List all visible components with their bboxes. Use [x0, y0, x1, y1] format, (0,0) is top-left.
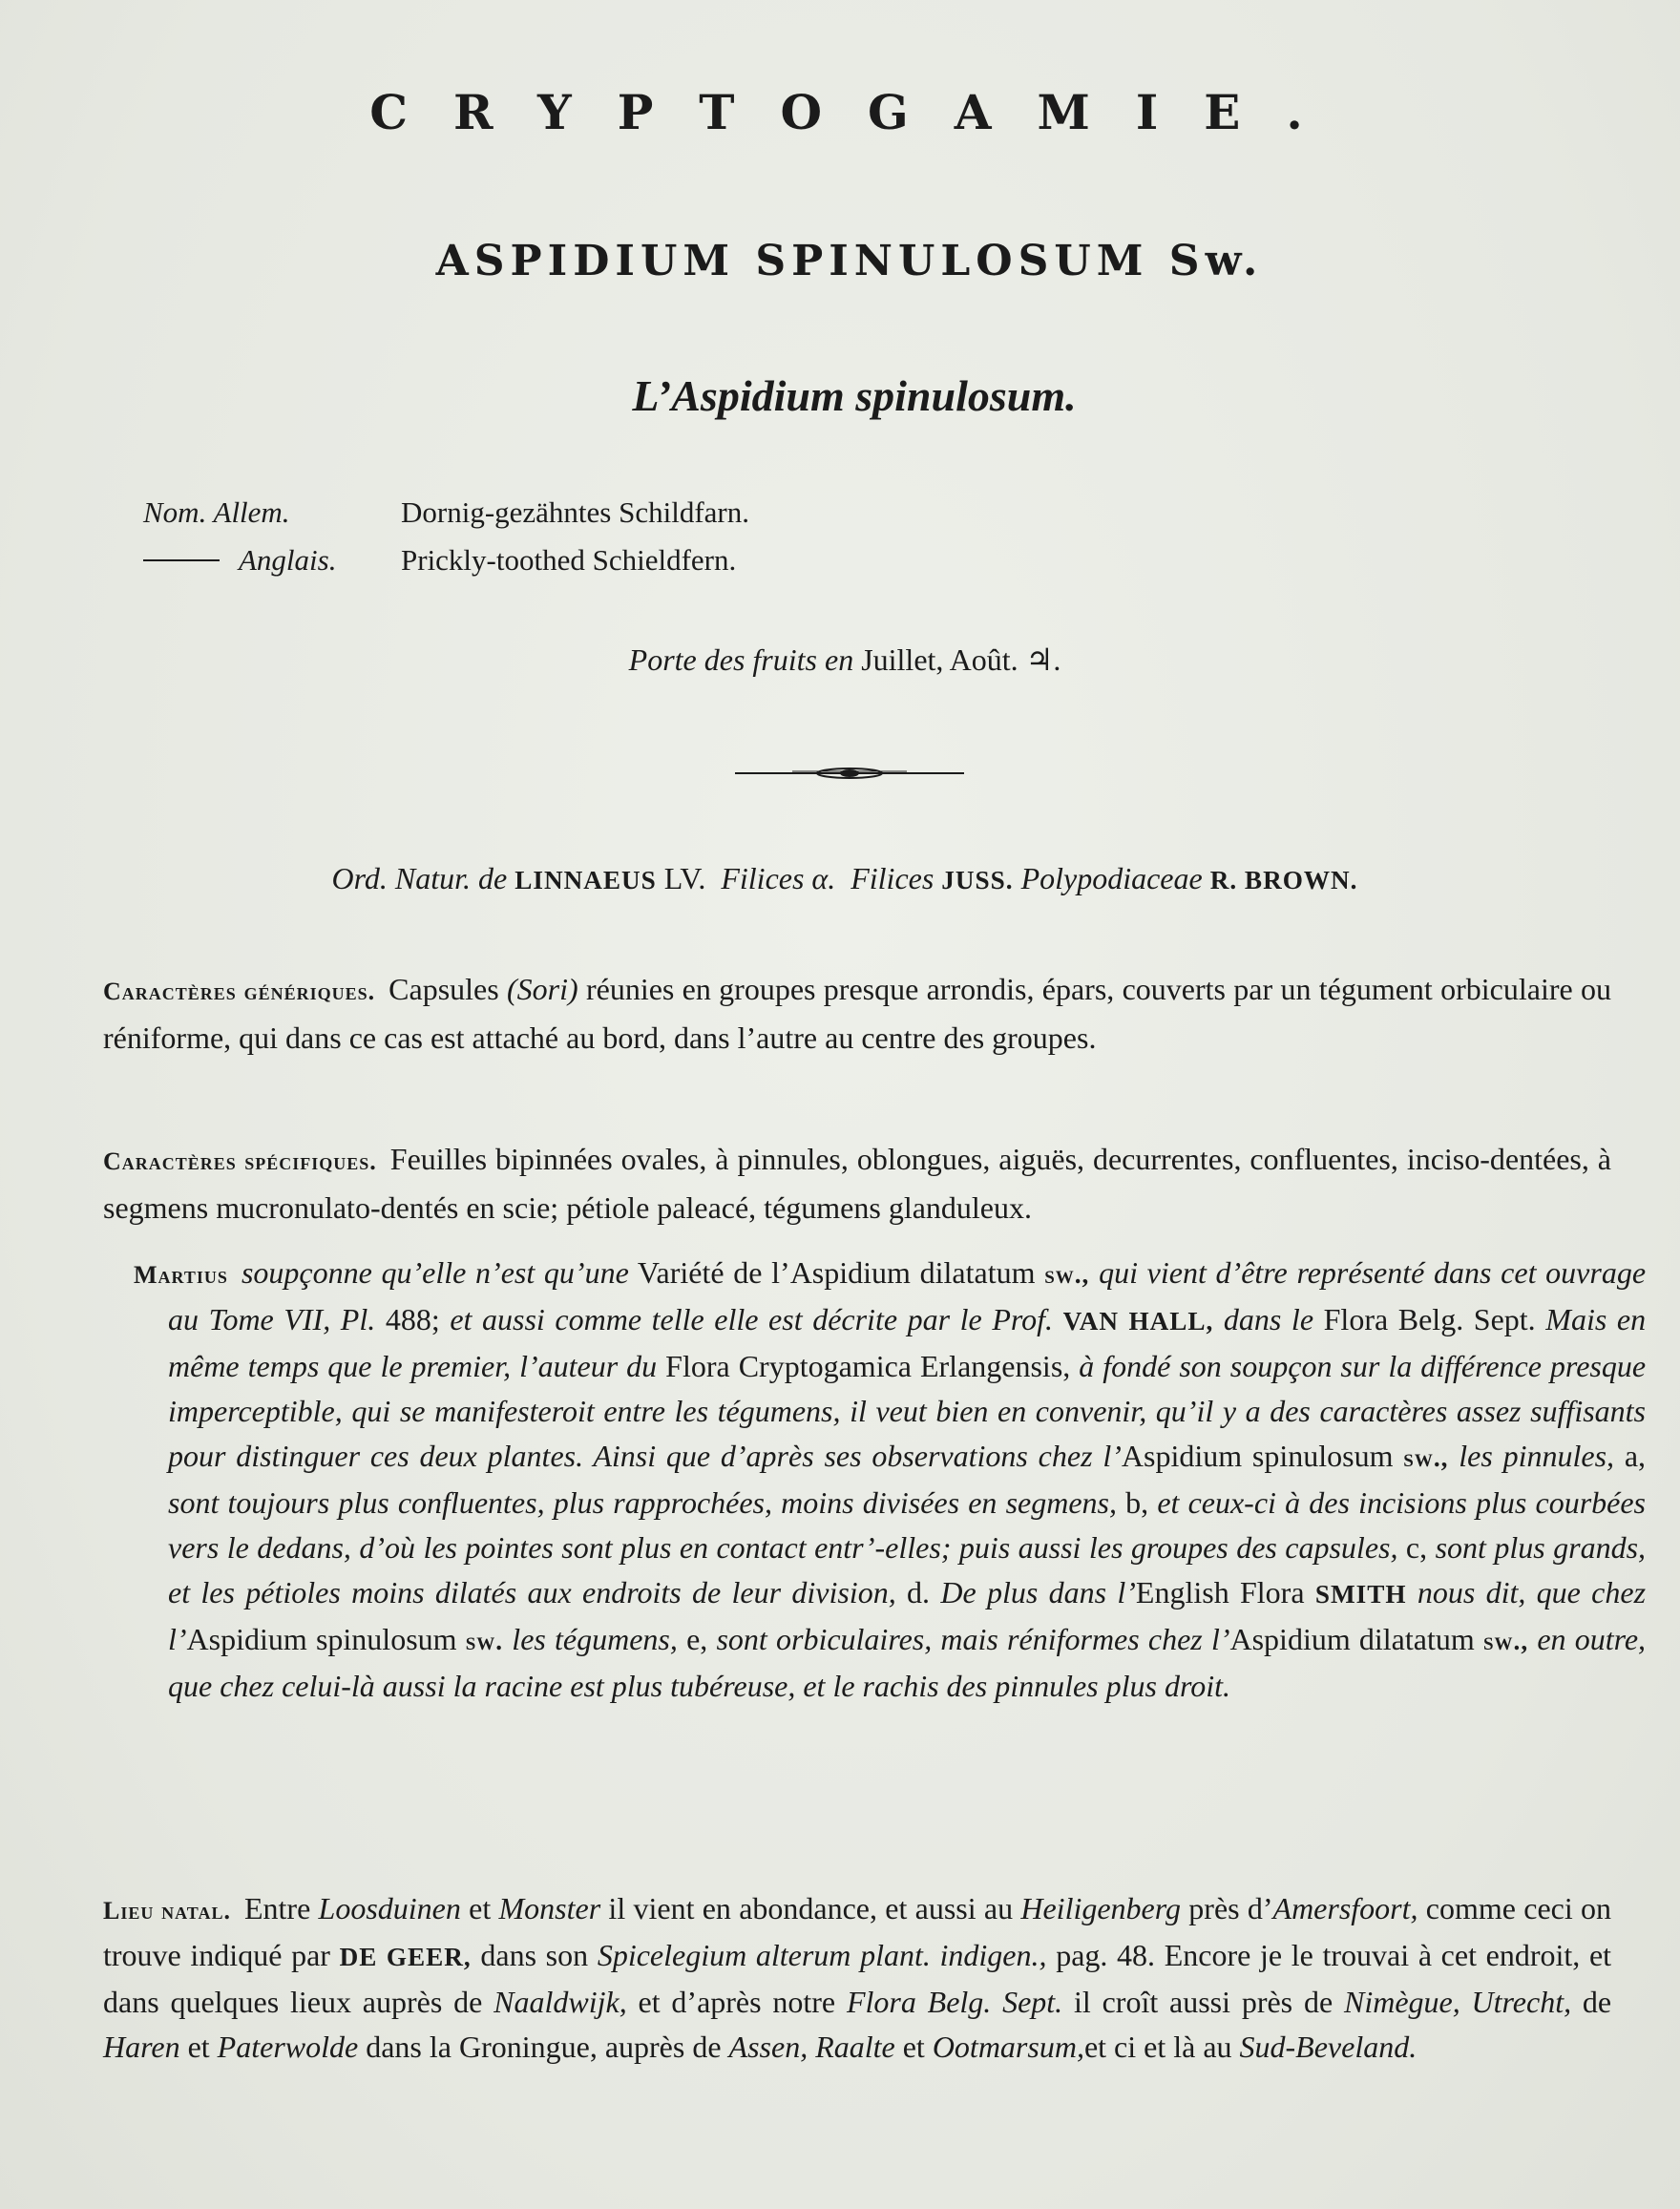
body-text: Aspidium dilatatum — [1229, 1622, 1475, 1656]
body-text: il vient en abondance, et aussi au — [608, 1891, 1014, 1925]
figure-letter: a, — [1624, 1439, 1647, 1473]
author-abbrev: sw., — [1403, 1443, 1449, 1472]
book-title: Flora Belg. Sept. — [846, 1985, 1063, 2019]
body-text: pag. 48. Encore je le trouvai à cet endroit, et dans quelques lieux auprès de — [103, 1938, 1612, 2019]
ditto-dash — [143, 559, 220, 561]
body-text: nous dit, que chez l’ — [168, 1575, 1647, 1656]
section-heading: Caractères génériques. — [103, 978, 376, 1005]
common-name-title: L’Aspidium spinulosum. — [632, 371, 1077, 420]
body-text: Aspidium spinulosum — [1121, 1439, 1394, 1473]
name-label-wrap — [143, 536, 401, 584]
body-text: l’Aspidium dilatatum — [771, 1255, 1036, 1290]
body-text: Flora Cryptogamica Erlangensis, — [665, 1349, 1071, 1383]
martius-paragraph — [134, 1251, 1646, 1709]
specific-characters-paragraph — [103, 1136, 1611, 1231]
body-text: dans son — [480, 1938, 589, 1972]
class-text: LV. — [663, 861, 706, 895]
author-abbrev: sw., — [1482, 1627, 1529, 1655]
place-name: Ootmarsum, — [932, 2030, 1084, 2064]
native-locality-paragraph — [103, 1886, 1611, 2070]
body-text: et ceux-ci à des incisions plus courbées vers le dedans, d’où les pointes sont plus en contact entr’-elles; puis aussi les groupes des capsules, — [168, 1485, 1647, 1565]
section-heading: Caractères spécifiques. — [103, 1147, 377, 1175]
place-name: Sud-Beveland. — [1239, 2030, 1418, 2064]
place-name: Naaldwijk, — [494, 1985, 627, 2019]
class-author: LINNAEUS — [514, 866, 657, 894]
author-abbrev: sw. — [465, 1627, 504, 1655]
page-heading: CRYPTOGAMIE. — [369, 84, 1349, 140]
name-row-german — [143, 489, 749, 536]
body-text: et — [469, 1891, 492, 1925]
figure-letter: b, — [1125, 1485, 1149, 1520]
name-row-english — [143, 536, 749, 584]
class-text: Polypodiaceae — [1020, 861, 1203, 895]
class-text: Filices — [850, 861, 934, 895]
name-label: Anglais. — [239, 543, 337, 577]
body-text: et — [187, 2030, 210, 2064]
body-text: Flora Belg. Sept. — [1323, 1302, 1536, 1336]
class-author: R. BROWN. — [1209, 866, 1358, 894]
body-text: Capsules — [388, 972, 499, 1006]
body-text: sont plus grands, et les pétioles moins dilatés aux endroits de leur division, — [168, 1530, 1647, 1609]
perennial-symbol: ♃. — [1025, 642, 1061, 677]
place-name: Paterwolde — [217, 2030, 359, 2064]
place-name: Loosduinen — [318, 1891, 461, 1925]
vernacular-names — [143, 489, 749, 584]
body-text: Mais en même temps que le premier, l’auteur du — [168, 1302, 1647, 1383]
fruit-italic: Porte des fruits en — [628, 642, 854, 677]
author-name: VAN HALL, — [1062, 1307, 1214, 1336]
author-abbrev: sw., — [1044, 1260, 1090, 1289]
name-value: Dornig-gezähntes Schildfarn. — [401, 495, 749, 529]
body-text: qui vient d’être représenté dans cet ouvrage au Tome VII, Pl. — [168, 1255, 1647, 1336]
body-text: 488; — [385, 1302, 440, 1336]
place-name: Monster — [498, 1891, 601, 1925]
body-text: de — [1582, 1985, 1612, 2019]
author-name: DE GEER, — [339, 1943, 472, 1971]
class-author: JUSS. — [941, 866, 1014, 894]
body-text: les tégumens, — [512, 1622, 678, 1656]
body-text: les pinnules, — [1459, 1439, 1615, 1473]
fruit-months: Juillet, Août. — [861, 642, 1018, 677]
body-text: (Sori) — [507, 972, 578, 1006]
species-title: ASPIDIUM SPINULOSUM Sw. — [435, 237, 1264, 285]
body-text: et ci et là au — [1083, 2030, 1232, 2064]
figure-letter: e, — [686, 1622, 708, 1656]
body-text: Aspidium spinulosum — [186, 1622, 457, 1656]
classification-line — [0, 861, 1680, 896]
body-text: Feuilles bipinnées ovales, à pinnules, oblongues, aiguës, decurrentes, confluentes, inciso-dentées, à segmens mucronulato-dentés en scie; pétiole paleacé, tégumens glanduleux. — [103, 1142, 1612, 1225]
body-text: dans la Groningue, auprès de — [366, 2030, 722, 2064]
ornament-divider — [735, 764, 964, 783]
body-text: Variété de — [637, 1255, 763, 1290]
body-text: Entre — [243, 1891, 311, 1925]
body-text: dans le — [1223, 1302, 1314, 1336]
place-name: Nimègue, Utrecht, — [1343, 1985, 1572, 2019]
place-name: Haren — [103, 2030, 180, 2064]
body-text: à fondé son soupçon sur la différence presque imperceptible, qui se manifesteroit entre les tégumens, il veut bien en convenir, qu’il y a des caractères assez suffisants pour distinguer ces deux plantes. Ainsi que d’après ses observations chez l’ — [168, 1349, 1647, 1473]
author-name: SMITH — [1314, 1580, 1407, 1609]
body-text: près d’ — [1188, 1891, 1273, 1925]
figure-letter: d. — [907, 1575, 931, 1609]
body-text: soupçonne qu’elle n’est qu’une — [241, 1255, 629, 1290]
name-value: Prickly-toothed Schieldfern. — [401, 543, 737, 577]
generic-characters-paragraph — [103, 966, 1611, 1061]
name-label: Nom. Allem. — [143, 495, 290, 529]
place-name: Amersfoort, — [1272, 1891, 1418, 1925]
author-name: Martius — [134, 1261, 228, 1289]
place-name: Assen, Raalte — [728, 2030, 895, 2064]
body-text: et aussi comme telle elle est décrite par le Prof. — [450, 1302, 1054, 1336]
body-text: sont toujours plus confluentes, plus rapprochées, moins divisées en segmens, — [168, 1485, 1118, 1520]
book-title: Spicelegium alterum plant. indigen., — [597, 1938, 1047, 1972]
section-heading: Lieu natal. — [103, 1897, 231, 1925]
body-text: De plus dans l’ — [940, 1575, 1136, 1609]
body-text: il croît aussi près de — [1074, 1985, 1334, 2019]
body-text: et — [902, 2030, 925, 2064]
fruiting-period — [0, 642, 1680, 678]
body-text: comme ceci on trouve indiqué par — [103, 1891, 1611, 1972]
body-text: réunies en groupes presque arrondis, épars, couverts par un tégument orbiculaire ou réniforme, qui dans ce cas est attaché au bord, dans l’autre au centre des groupes. — [103, 972, 1612, 1055]
class-text: Ord. Natur. de — [331, 861, 508, 895]
body-text: sont orbiculaires, mais réniformes chez l’ — [716, 1622, 1230, 1656]
figure-letter: c, — [1405, 1530, 1428, 1565]
body-text: en outre, que chez celui-là aussi la racine est plus tubéreuse, et le rachis des pinnules plus droit. — [168, 1622, 1647, 1703]
class-text: Filices α. — [721, 861, 836, 895]
place-name: Heiligenberg — [1020, 1891, 1182, 1925]
body-text: et d’après notre — [638, 1985, 836, 2019]
body-text: English Flora — [1135, 1575, 1305, 1609]
